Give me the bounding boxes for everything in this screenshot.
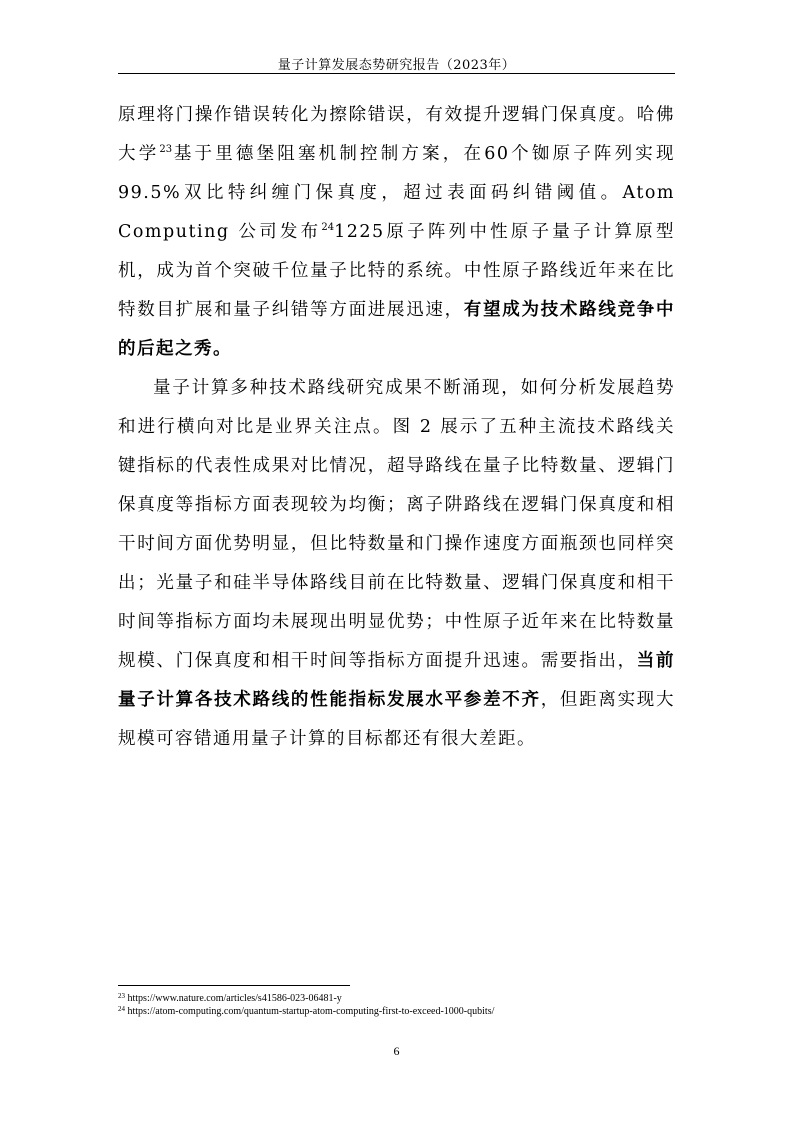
footnote-23: [118, 992, 678, 1005]
paragraph-2: [118, 369, 675, 759]
paragraph-1: [118, 96, 675, 369]
paragraph-2-bold: 当前量子计算各技术路线的性能指标发展水平参差不齐: [118, 651, 676, 710]
footnote-ref-24[interactable]: 24: [321, 222, 335, 233]
paragraph-1-text-a: 原理将门操作错误转化为擦除错误，有效提升逻辑门保真度。哈佛大学: [118, 105, 675, 164]
footnote-24: [118, 1005, 678, 1018]
footnote-link[interactable]: https://atom-computing.com/quantum-startup-atom-computing-first-to-exceed-1000-qubits/: [127, 1006, 495, 1017]
header-rule: [118, 73, 675, 74]
paragraph-2-text-b: ，但距离实现大规模可容错通用量子计算的目标都还有很大差距。: [118, 690, 676, 749]
paragraph-1-bold: 有望成为技术路线竞争中的后起之秀。: [118, 300, 676, 359]
footnote-rule: [118, 985, 350, 986]
footnote-number: 23: [118, 992, 125, 1000]
body-text: [118, 96, 675, 759]
page-number: 6: [393, 1044, 400, 1058]
running-header: 量子计算发展态势研究报告（2023年）: [277, 58, 516, 73]
footnote-link[interactable]: https://www.nature.com/articles/s41586-023-06481-y: [127, 993, 342, 1004]
footnotes: [118, 992, 678, 1018]
paragraph-1-text-c: 1225原子阵列中性原子量子计算原型机，成为首个突破千位量子比特的系统。中性原子路线近年来在比特数目扩展和量子纠错等方面进展迅速，: [118, 222, 675, 320]
footnote-ref-23[interactable]: 23: [159, 144, 173, 155]
paragraph-1-text-b: 基于里德堡阻塞机制控制方案，在60个铷原子阵列实现99.5%双比特纠缠门保真度，超过表面码纠错阈值。Atom Computing 公司发布: [118, 144, 675, 242]
paragraph-2-text-a: 量子计算多种技术路线研究成果不断涌现，如何分析发展趋势和进行横向对比是业界关注点。图 2 展示了五种主流技术路线关键指标的代表性成果对比情况，超导路线在量子比特数量、逻辑门保真度等指标方面表现较为均衡；离子阱路线在逻辑门保真度和相干时间方面优势明显，但比特数量和门操作速度方面瓶颈也同样突出；光量子和硅半导体路线目前在比特数量、逻辑门保真度和相干时间等指标方面均未展现出明显优势；中性原子近年来在比特数量规模、门保真度和相干时间等指标方面提升迅速。需要指出，: [118, 378, 675, 671]
footnote-number: 24: [118, 1005, 125, 1013]
